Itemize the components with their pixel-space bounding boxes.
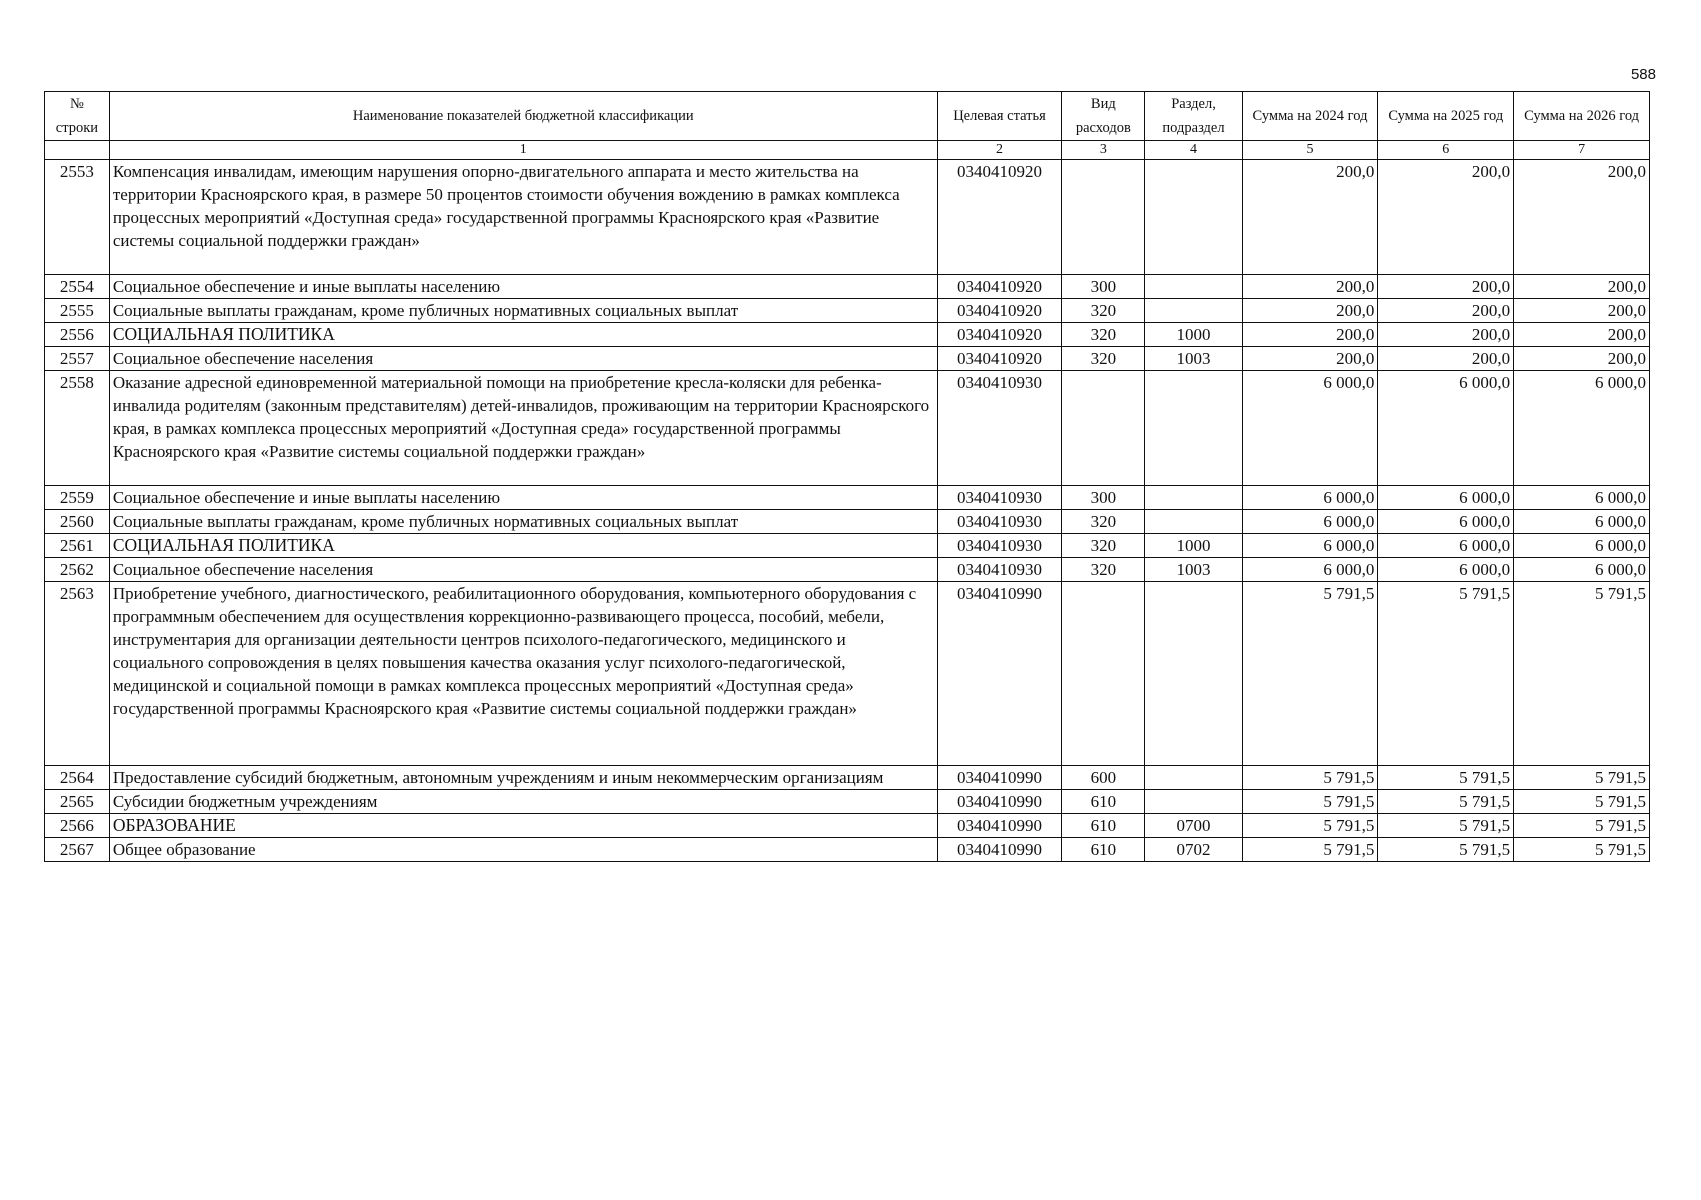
table-row xyxy=(45,323,1650,347)
row-sum-2024: 200,0 xyxy=(1242,160,1378,275)
table-header xyxy=(45,92,1650,160)
header-sum-2025: Сумма на 2025 год xyxy=(1378,92,1514,141)
row-target-article: 0340410930 xyxy=(937,510,1062,534)
row-section: 1000 xyxy=(1145,534,1242,558)
row-number: 2566 xyxy=(45,814,110,838)
row-sum-2024: 6 000,0 xyxy=(1242,534,1378,558)
table-row xyxy=(45,790,1650,814)
row-expense-type: 320 xyxy=(1062,510,1145,534)
column-number: 4 xyxy=(1145,141,1242,160)
table-row xyxy=(45,534,1650,558)
row-sum-2024: 6 000,0 xyxy=(1242,371,1378,486)
row-name: СОЦИАЛЬНАЯ ПОЛИТИКА xyxy=(109,323,937,347)
row-sum-2024: 5 791,5 xyxy=(1242,766,1378,790)
row-sum-2025: 6 000,0 xyxy=(1378,371,1514,486)
row-number: 2561 xyxy=(45,534,110,558)
header-sum-2026: Сумма на 2026 год xyxy=(1514,92,1650,141)
row-section: 0702 xyxy=(1145,838,1242,862)
row-target-article: 0340410990 xyxy=(937,766,1062,790)
row-sum-2024: 6 000,0 xyxy=(1242,486,1378,510)
table-row xyxy=(45,582,1650,766)
row-number: 2555 xyxy=(45,299,110,323)
row-section xyxy=(1145,790,1242,814)
row-sum-2025: 5 791,5 xyxy=(1378,766,1514,790)
header-target-article: Целевая статья xyxy=(937,92,1062,141)
row-name: Социальные выплаты гражданам, кроме публичных нормативных социальных выплат xyxy=(109,299,937,323)
row-sum-2025: 200,0 xyxy=(1378,347,1514,371)
row-name: Приобретение учебного, диагностического, реабилитационного оборудования, компьютерного оборудования с программным обеспечением для осуществления коррекционно-развивающего процесса, пособий, мебели, инструментария для организации деятельности центров психолого-педагогического, медицинского и социального сопровождения в целях повышения качества оказания услуг психолого-педагогической, медицинской и социальной помощи в рамках комплекса процессных мероприятий «Доступная среда» государственной программы Красноярского края «Развитие системы социальной поддержки граждан» xyxy=(109,582,937,766)
table-row xyxy=(45,838,1650,862)
row-section xyxy=(1145,160,1242,275)
header-sum-2024: Сумма на 2024 год xyxy=(1242,92,1378,141)
row-name: Социальные выплаты гражданам, кроме публичных нормативных социальных выплат xyxy=(109,510,937,534)
row-target-article: 0340410920 xyxy=(937,299,1062,323)
row-name: Социальное обеспечение населения xyxy=(109,558,937,582)
row-name: Оказание адресной единовременной материальной помощи на приобретение кресла-коляски для ребенка-инвалида родителям (законным представителям) детей-инвалидов, проживающим на территории Красноярского края, в рамках комплекса процессных мероприятий «Доступная среда» государственной программы Красноярского края «Развитие системы социальной поддержки граждан» xyxy=(109,371,937,486)
row-number: 2557 xyxy=(45,347,110,371)
row-sum-2026: 200,0 xyxy=(1514,323,1650,347)
row-section: 0700 xyxy=(1145,814,1242,838)
row-number: 2553 xyxy=(45,160,110,275)
row-sum-2024: 5 791,5 xyxy=(1242,582,1378,766)
row-number: 2554 xyxy=(45,275,110,299)
column-number: 2 xyxy=(937,141,1062,160)
row-expense-type: 610 xyxy=(1062,814,1145,838)
row-sum-2024: 6 000,0 xyxy=(1242,558,1378,582)
row-expense-type: 610 xyxy=(1062,790,1145,814)
row-expense-type: 320 xyxy=(1062,323,1145,347)
budget-table xyxy=(44,91,1650,862)
row-sum-2026: 6 000,0 xyxy=(1514,534,1650,558)
row-target-article: 0340410930 xyxy=(937,558,1062,582)
row-name: Социальное обеспечение и иные выплаты населению xyxy=(109,486,937,510)
column-number: 7 xyxy=(1514,141,1650,160)
row-target-article: 0340410930 xyxy=(937,486,1062,510)
row-expense-type: 600 xyxy=(1062,766,1145,790)
header-name: Наименование показателей бюджетной классификации xyxy=(109,92,937,141)
row-sum-2025: 5 791,5 xyxy=(1378,790,1514,814)
header-expense-type: Вид расходов xyxy=(1062,92,1145,141)
row-expense-type: 300 xyxy=(1062,275,1145,299)
header-section: Раздел, подраздел xyxy=(1145,92,1242,141)
table-row xyxy=(45,766,1650,790)
row-expense-type xyxy=(1062,582,1145,766)
row-section: 1000 xyxy=(1145,323,1242,347)
row-sum-2024: 200,0 xyxy=(1242,275,1378,299)
column-numbers-row xyxy=(45,141,1650,160)
row-number: 2556 xyxy=(45,323,110,347)
row-number: 2560 xyxy=(45,510,110,534)
row-target-article: 0340410990 xyxy=(937,838,1062,862)
row-sum-2026: 6 000,0 xyxy=(1514,558,1650,582)
row-sum-2026: 6 000,0 xyxy=(1514,486,1650,510)
column-number: 3 xyxy=(1062,141,1145,160)
row-section: 1003 xyxy=(1145,347,1242,371)
row-target-article: 0340410930 xyxy=(937,534,1062,558)
row-sum-2025: 200,0 xyxy=(1378,275,1514,299)
page-number: 588 xyxy=(1630,66,1656,83)
row-name: Компенсация инвалидам, имеющим нарушения опорно-двигательного аппарата и место жительства на территории Красноярского края, в размере 50 процентов стоимости обучения вождению в рамках комплекса процессных мероприятий «Доступная среда» государственной программы Красноярского края «Развитие системы социальной поддержки граждан» xyxy=(109,160,937,275)
row-section xyxy=(1145,371,1242,486)
column-number-empty xyxy=(45,141,110,160)
row-section: 1003 xyxy=(1145,558,1242,582)
row-sum-2024: 200,0 xyxy=(1242,323,1378,347)
row-sum-2026: 6 000,0 xyxy=(1514,510,1650,534)
table-row xyxy=(45,558,1650,582)
row-name: Общее образование xyxy=(109,838,937,862)
row-section xyxy=(1145,510,1242,534)
row-section xyxy=(1145,582,1242,766)
row-number: 2559 xyxy=(45,486,110,510)
column-number: 1 xyxy=(109,141,937,160)
row-number: 2558 xyxy=(45,371,110,486)
row-target-article: 0340410920 xyxy=(937,323,1062,347)
row-target-article: 0340410990 xyxy=(937,814,1062,838)
row-expense-type: 320 xyxy=(1062,534,1145,558)
table-row xyxy=(45,160,1650,275)
row-sum-2025: 6 000,0 xyxy=(1378,510,1514,534)
row-sum-2026: 200,0 xyxy=(1514,299,1650,323)
row-number: 2563 xyxy=(45,582,110,766)
row-sum-2024: 200,0 xyxy=(1242,299,1378,323)
row-sum-2025: 5 791,5 xyxy=(1378,814,1514,838)
row-sum-2024: 5 791,5 xyxy=(1242,790,1378,814)
row-section xyxy=(1145,299,1242,323)
row-section xyxy=(1145,486,1242,510)
row-sum-2025: 6 000,0 xyxy=(1378,534,1514,558)
row-name: Социальное обеспечение и иные выплаты населению xyxy=(109,275,937,299)
row-section xyxy=(1145,275,1242,299)
row-sum-2025: 200,0 xyxy=(1378,160,1514,275)
table-row xyxy=(45,347,1650,371)
row-sum-2026: 5 791,5 xyxy=(1514,814,1650,838)
row-target-article: 0340410920 xyxy=(937,347,1062,371)
row-expense-type: 610 xyxy=(1062,838,1145,862)
table-row xyxy=(45,510,1650,534)
row-sum-2025: 5 791,5 xyxy=(1378,838,1514,862)
row-expense-type: 320 xyxy=(1062,347,1145,371)
row-sum-2026: 5 791,5 xyxy=(1514,766,1650,790)
row-sum-2026: 200,0 xyxy=(1514,160,1650,275)
row-target-article: 0340410990 xyxy=(937,790,1062,814)
row-expense-type xyxy=(1062,371,1145,486)
row-sum-2024: 200,0 xyxy=(1242,347,1378,371)
row-name: Предоставление субсидий бюджетным, автономным учреждениям и иным некоммерческим организациям xyxy=(109,766,937,790)
table-row xyxy=(45,275,1650,299)
row-sum-2026: 6 000,0 xyxy=(1514,371,1650,486)
row-sum-2026: 200,0 xyxy=(1514,347,1650,371)
row-expense-type: 320 xyxy=(1062,558,1145,582)
row-sum-2025: 200,0 xyxy=(1378,323,1514,347)
row-number: 2565 xyxy=(45,790,110,814)
row-name: Субсидии бюджетным учреждениям xyxy=(109,790,937,814)
row-expense-type xyxy=(1062,160,1145,275)
row-name: Социальное обеспечение населения xyxy=(109,347,937,371)
row-sum-2025: 200,0 xyxy=(1378,299,1514,323)
table-body xyxy=(45,160,1650,862)
row-name: СОЦИАЛЬНАЯ ПОЛИТИКА xyxy=(109,534,937,558)
row-expense-type: 320 xyxy=(1062,299,1145,323)
row-sum-2026: 5 791,5 xyxy=(1514,838,1650,862)
column-number: 6 xyxy=(1378,141,1514,160)
row-number: 2562 xyxy=(45,558,110,582)
row-target-article: 0340410990 xyxy=(937,582,1062,766)
table-row xyxy=(45,299,1650,323)
column-number: 5 xyxy=(1242,141,1378,160)
row-name: ОБРАЗОВАНИЕ xyxy=(109,814,937,838)
row-sum-2024: 5 791,5 xyxy=(1242,814,1378,838)
row-section xyxy=(1145,766,1242,790)
row-sum-2026: 200,0 xyxy=(1514,275,1650,299)
table-row xyxy=(45,814,1650,838)
row-number: 2567 xyxy=(45,838,110,862)
row-sum-2024: 5 791,5 xyxy=(1242,838,1378,862)
row-target-article: 0340410930 xyxy=(937,371,1062,486)
row-sum-2025: 6 000,0 xyxy=(1378,486,1514,510)
table-row xyxy=(45,371,1650,486)
row-sum-2026: 5 791,5 xyxy=(1514,790,1650,814)
row-sum-2025: 5 791,5 xyxy=(1378,582,1514,766)
row-sum-2026: 5 791,5 xyxy=(1514,582,1650,766)
row-target-article: 0340410920 xyxy=(937,160,1062,275)
header-row-no: № строки xyxy=(45,92,110,141)
row-number: 2564 xyxy=(45,766,110,790)
row-sum-2024: 6 000,0 xyxy=(1242,510,1378,534)
row-expense-type: 300 xyxy=(1062,486,1145,510)
row-target-article: 0340410920 xyxy=(937,275,1062,299)
row-sum-2025: 6 000,0 xyxy=(1378,558,1514,582)
table-row xyxy=(45,486,1650,510)
